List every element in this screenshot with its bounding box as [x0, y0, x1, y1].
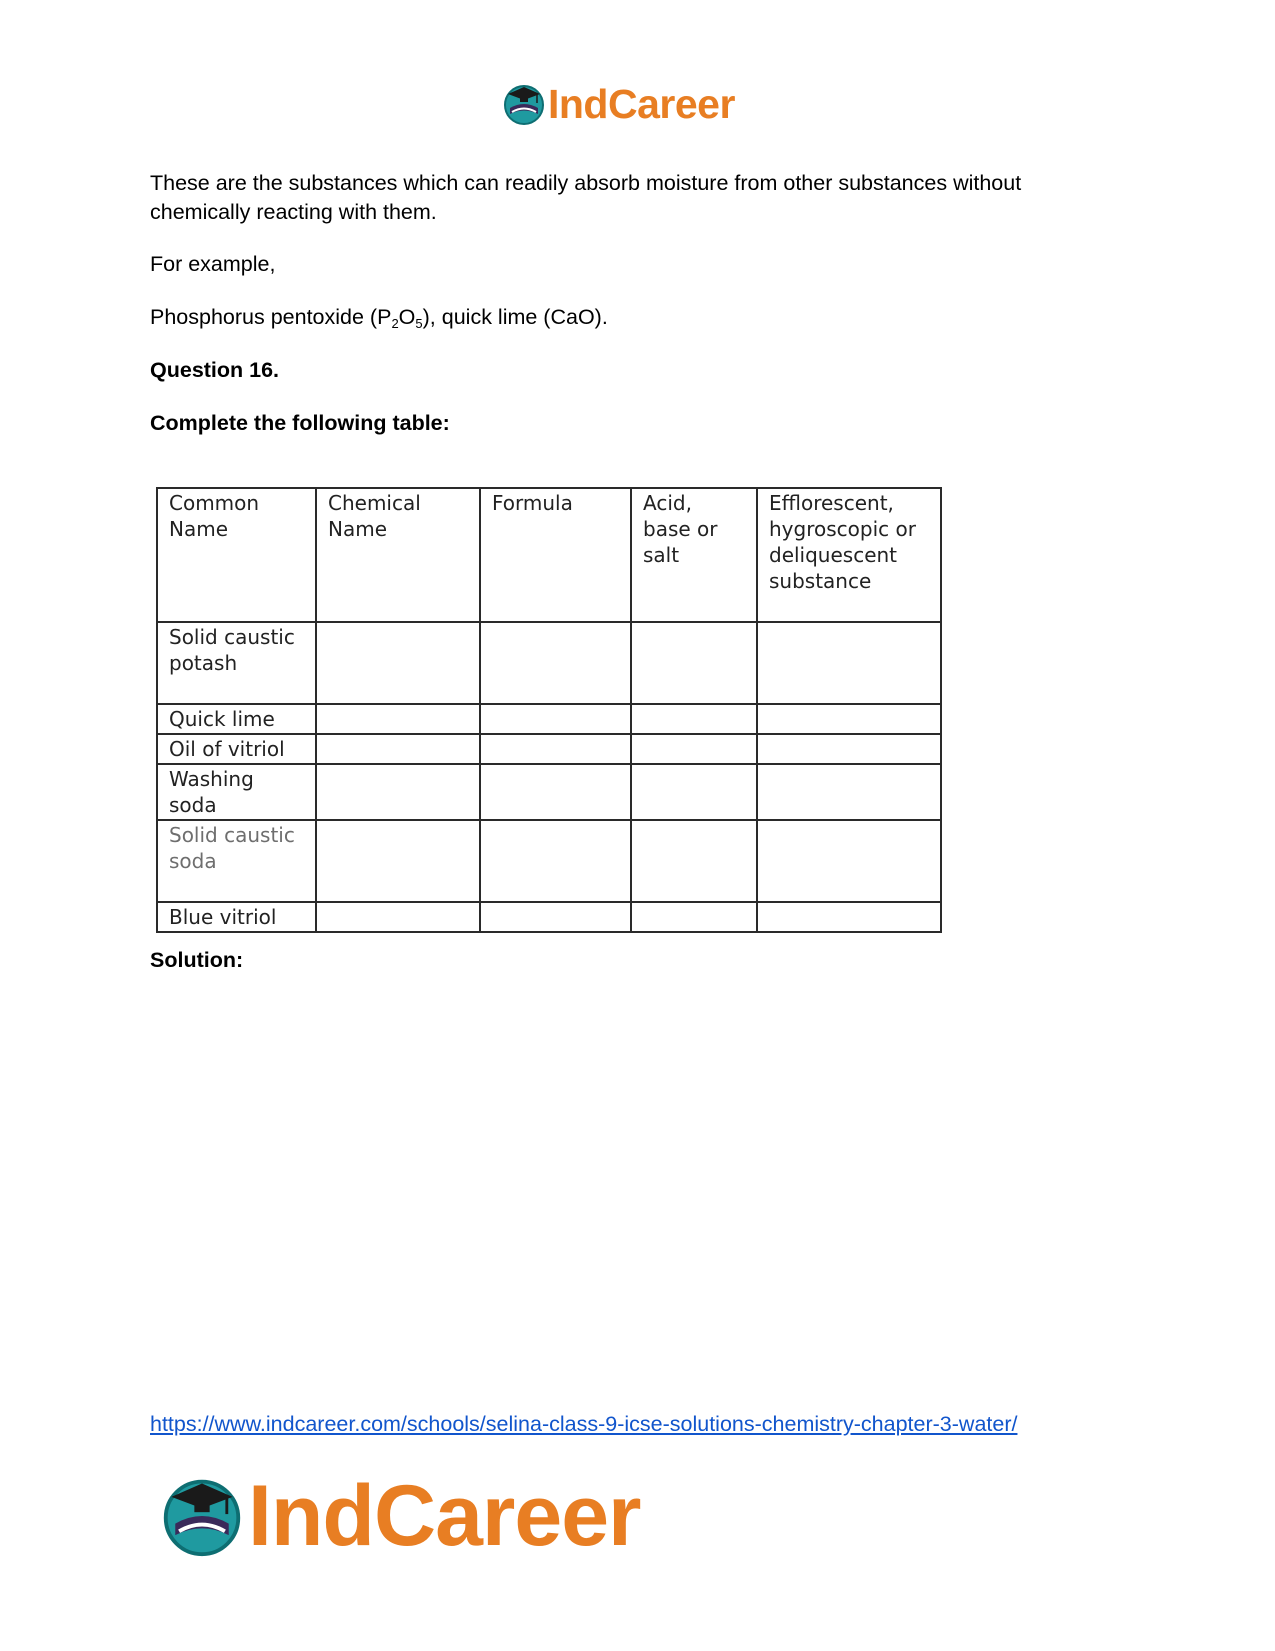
example-subscript-1: 2 [391, 316, 399, 331]
table-cell [316, 764, 480, 820]
table-cell [757, 622, 941, 704]
table-row [157, 820, 941, 902]
intro-line-1: These are the substances which can readily absorb moisture from other substances without [150, 171, 1022, 195]
table-row [157, 704, 941, 734]
table-cell [631, 764, 757, 820]
table-cell [480, 734, 631, 764]
table-cell [316, 704, 480, 734]
table-cell: Quick lime [157, 704, 316, 734]
table-cell: Washing soda [157, 764, 316, 820]
table-header-row [157, 488, 941, 622]
table-cell [757, 902, 941, 932]
question-table [156, 487, 916, 933]
table-cell [480, 704, 631, 734]
table-cell [757, 764, 941, 820]
table-cell: Solid caustic potash [157, 622, 316, 704]
question-prompt: Complete the following table: [150, 411, 450, 435]
source-url-link[interactable]: https://www.indcareer.com/schools/selina-class-9-icse-solutions-chemistry-chapter-3-water/ [150, 1412, 1018, 1436]
table-cell [631, 734, 757, 764]
table-cell [757, 820, 941, 902]
table-cell [480, 902, 631, 932]
header-chemical-name: Chemical Name [316, 488, 480, 622]
table-cell: Blue vitriol [157, 902, 316, 932]
table-cell [631, 704, 757, 734]
example-text-part1: Phosphorus pentoxide (P [150, 305, 392, 329]
table-cell [480, 622, 631, 704]
table-row [157, 902, 941, 932]
table-cell [631, 820, 757, 902]
table-cell: Solid caustic soda [157, 820, 316, 902]
table-cell [757, 704, 941, 734]
graduation-cap-globe-icon [160, 1474, 244, 1558]
table-cell [631, 902, 757, 932]
graduation-cap-globe-icon [502, 82, 546, 126]
chemistry-table [156, 487, 942, 933]
table-row [157, 764, 941, 820]
example-label: For example, [150, 252, 276, 276]
table-cell [480, 820, 631, 902]
example-text [150, 302, 608, 332]
table-cell [757, 734, 941, 764]
table-cell [316, 622, 480, 704]
table-cell [316, 902, 480, 932]
table-row [157, 734, 941, 764]
footer-logo [160, 1468, 641, 1564]
table-cell [316, 734, 480, 764]
header-substance-type: Efflorescent, hygroscopic or deliquescent substance [757, 488, 941, 622]
question-title: Question 16. [150, 358, 280, 382]
table-row [157, 622, 941, 704]
header-formula: Formula [480, 488, 631, 622]
header-common-name: Common Name [157, 488, 316, 622]
logo-wordmark: IndCareer [548, 80, 735, 127]
logo-wordmark: IndCareer [248, 1468, 641, 1564]
header-acid-base-salt: Acid, base or salt [631, 488, 757, 622]
example-subscript-2: 5 [415, 316, 423, 331]
intro-line-2: chemically reacting with them. [150, 200, 437, 224]
table-cell [316, 820, 480, 902]
table-cell [480, 764, 631, 820]
example-text-part2: O [398, 305, 416, 329]
header-logo [502, 80, 735, 128]
table-cell [631, 622, 757, 704]
table-cell: Oil of vitriol [157, 734, 316, 764]
example-text-part3: ), quick lime (CaO). [422, 305, 608, 329]
solution-label: Solution: [150, 948, 244, 972]
